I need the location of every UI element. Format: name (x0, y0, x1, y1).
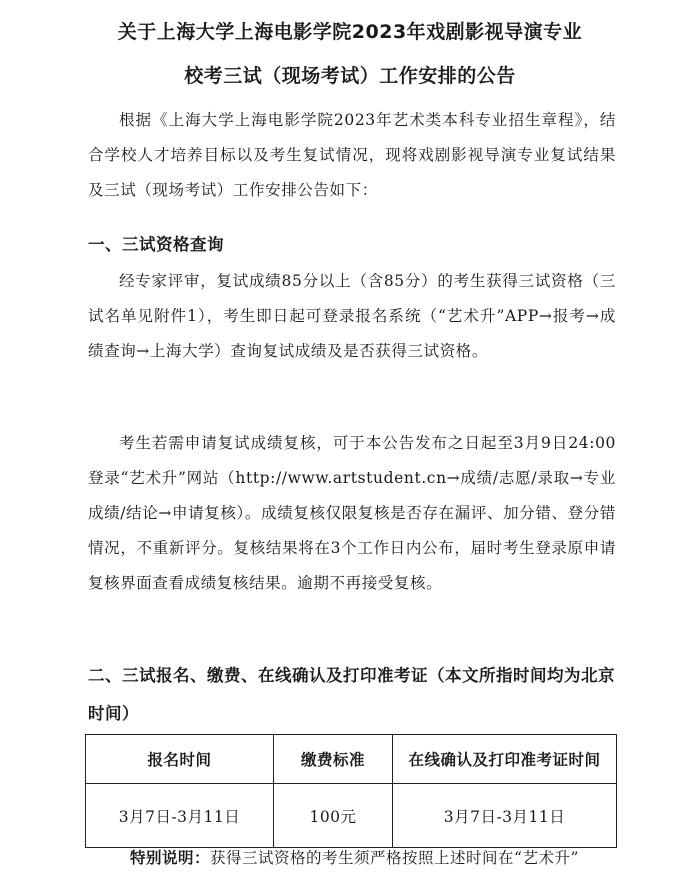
title-line-2: 校考三试（现场考试）工作安排的公告 (184, 65, 516, 87)
special-note-label: 特别说明： (130, 849, 211, 867)
header-registration-time: 报名时间 (86, 735, 274, 784)
intro-paragraph: 根据《上海大学上海电影学院2023年艺术类本科专业招生章程》，结合学校人才培养目标以及考生复试情况，现将戏剧影视导演专业复试结果及三试（现场考试）工作安排公告如下： (88, 111, 616, 199)
special-note (130, 843, 630, 873)
cell-confirm-print-time: 3月7日-3月11日 (393, 784, 617, 848)
section-1-paragraph-1: 经专家评审，复试成绩85分以上（含85分）的考生获得三试资格（三试名单见附件1），考生即日起可登录报名系统（“艺术升”APP→报考→成绩查询→上海大学）查询复试成绩及是否获得三试资格。 (88, 272, 616, 360)
title-line-1: 关于上海大学上海电影学院2023年戏剧影视导演专业 (117, 21, 583, 43)
cell-registration-time: 3月7日-3月11日 (86, 784, 274, 848)
schedule-table (85, 734, 617, 848)
header-fee-standard: 缴费标准 (274, 735, 393, 784)
section-1-heading: 一、三试资格查询 (88, 235, 224, 254)
cell-fee-standard: 100元 (274, 784, 393, 848)
table-header-row (86, 735, 617, 784)
header-confirm-print-time: 在线确认及打印准考证时间 (393, 735, 617, 784)
table-row (86, 784, 617, 848)
section-1-paragraph-2: 考生若需申请复试成绩复核，可于本公告发布之日起至3月9日24:00登录“艺术升”网站（http://www.artstudent.cn→成绩/志愿/录取→专业成绩/结论→申请复核）。成绩复核仅限复核是否存在漏评、加分错、登分错情况，不重新评分。复核结果将在3个工作日内公布，届时考生登录原申请复核界面查看成绩复核结果。逾期不再接受复核。 (88, 434, 616, 592)
section-2-heading: 二、三试报名、缴费、在线确认及打印准考证（本文所指时间均为北京时间） (88, 666, 615, 723)
special-note-text: 获得三试资格的考生须严格按照上述时间在“艺术升” (210, 849, 579, 867)
